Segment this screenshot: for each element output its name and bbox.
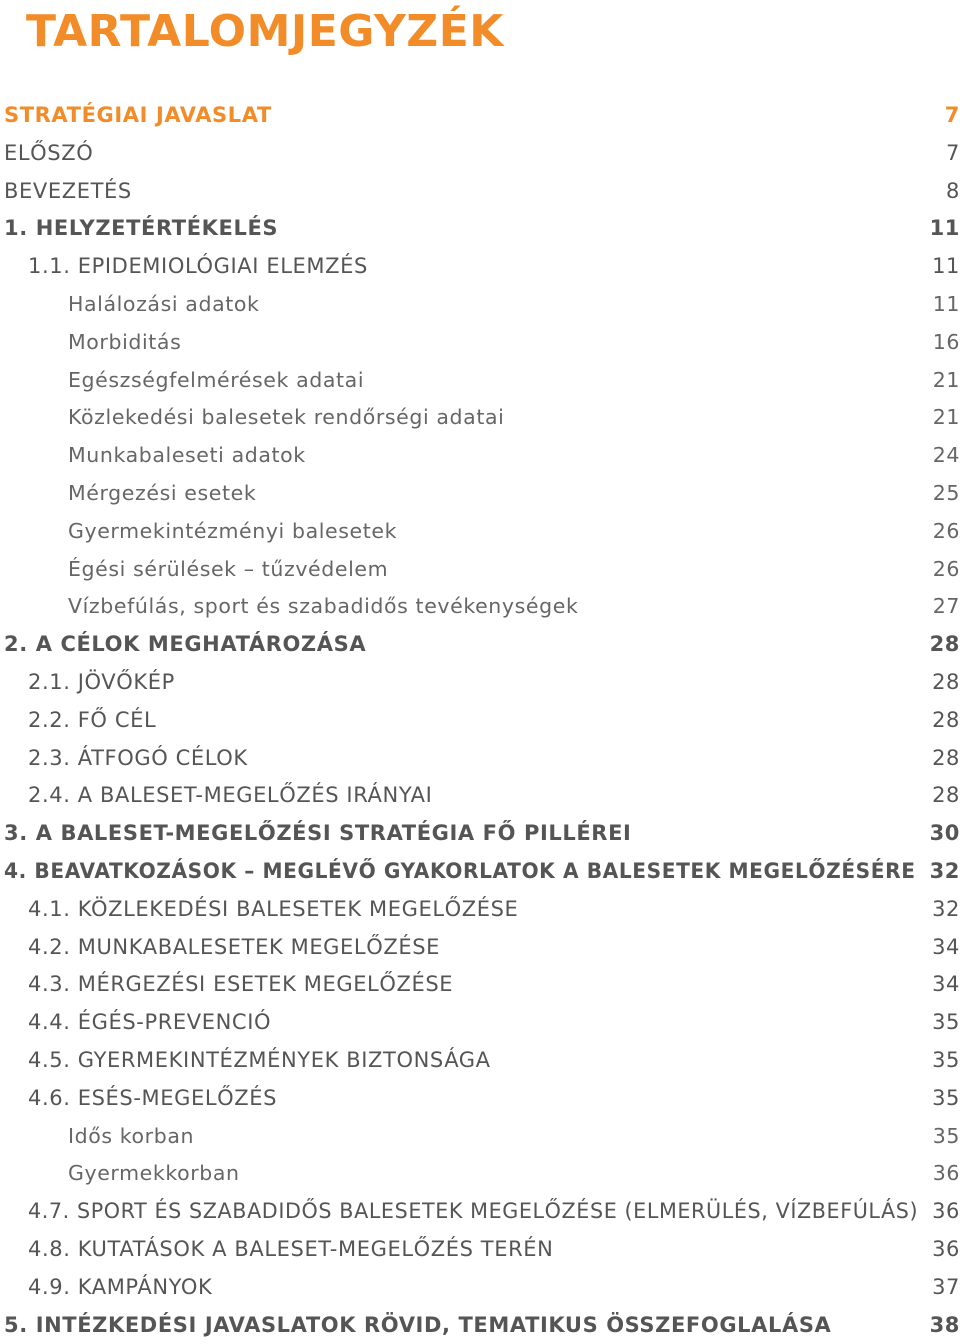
toc-entry (0, 286, 960, 324)
toc-entry-page-number: 36 (932, 1193, 960, 1231)
toc-entry-page-number: 35 (932, 1042, 960, 1080)
toc-entry-label: Mérgezési esetek (68, 475, 256, 513)
toc-entry (0, 702, 960, 740)
toc-entry-label: 3. A BALESET-MEGELŐZÉSI STRATÉGIA FŐ PILLÉREI (4, 815, 631, 853)
toc-entry-page-number: 28 (932, 702, 960, 740)
toc-entry (0, 966, 960, 1004)
toc-entry-label: 2.4. A BALESET-MEGELŐZÉS IRÁNYAI (28, 777, 432, 815)
toc-entry-label: Halálozási adatok (68, 286, 259, 324)
toc-entry-label: 4.3. MÉRGEZÉSI ESETEK MEGELŐZÉSE (28, 966, 453, 1004)
toc-entry-page-number: 28 (930, 626, 960, 664)
toc-entry (0, 551, 960, 589)
toc-entry-page-number: 35 (932, 1004, 960, 1042)
toc-entry-page-number: 36 (932, 1231, 960, 1269)
toc-entry-page-number: 16 (933, 324, 960, 362)
toc-entry (0, 626, 960, 664)
toc-entry-label: Vízbefúlás, sport és szabadidős tevékenységek (68, 588, 578, 626)
toc-entry-page-number: 24 (933, 437, 960, 475)
toc-entry (0, 399, 960, 437)
toc-entry-page-number: 7 (946, 135, 960, 173)
toc-entry-page-number: 32 (930, 853, 960, 891)
toc-entry-page-number: 21 (933, 362, 960, 400)
toc-entry (0, 929, 960, 967)
toc-entry-page-number: 35 (932, 1080, 960, 1118)
toc-entry-label: 1.1. EPIDEMIOLÓGIAI ELEMZÉS (28, 248, 368, 286)
toc-entry-label: Égési sérülések – tűzvédelem (68, 551, 388, 589)
toc-entry-page-number: 28 (932, 664, 960, 702)
toc-entry-page-number: 28 (932, 777, 960, 815)
toc-entry-label: 4. BEAVATKOZÁSOK – MEGLÉVŐ GYAKORLATOK A BALESETEK MEGELŐZÉSÉRE (4, 853, 916, 891)
toc-entry-label: 2.1. JÖVŐKÉP (28, 664, 175, 702)
toc-entry-page-number: 11 (930, 210, 960, 248)
toc-entry-page-number: 7 (945, 97, 960, 135)
toc-entry (0, 853, 960, 891)
toc-entry-page-number: 8 (946, 173, 960, 211)
toc-entry (0, 362, 960, 400)
toc-entry-label: 4.1. KÖZLEKEDÉSI BALESETEK MEGELŐZÉSE (28, 891, 518, 929)
toc-entry (0, 324, 960, 362)
toc-entry-label: Gyermekkorban (68, 1155, 240, 1193)
toc-entry (0, 173, 960, 211)
toc-entry-page-number: 30 (930, 815, 960, 853)
toc-entry-page-number: 35 (933, 1118, 960, 1156)
toc-entry-page-number: 38 (930, 1307, 960, 1344)
toc-entry-page-number: 26 (933, 513, 960, 551)
toc-entry-label: 4.2. MUNKABALESETEK MEGELŐZÉSE (28, 929, 440, 967)
toc-entry-page-number: 37 (932, 1269, 960, 1307)
toc-entry-page-number: 32 (932, 891, 960, 929)
toc-entry (0, 513, 960, 551)
toc-entry (0, 97, 960, 135)
toc-entry-label: Egészségfelmérések adatai (68, 362, 364, 400)
toc-entry-label: 5. INTÉZKEDÉSI JAVASLATOK RÖVID, TEMATIKUS ÖSSZEFOGLALÁSA (4, 1307, 831, 1344)
toc-entry (0, 475, 960, 513)
toc-entry (0, 891, 960, 929)
toc-entry (0, 210, 960, 248)
toc-entry-page-number: 25 (933, 475, 960, 513)
toc-entry-label: STRATÉGIAI JAVASLAT (4, 97, 272, 135)
toc-entry-page-number: 26 (933, 551, 960, 589)
toc-entry-label: BEVEZETÉS (4, 173, 132, 211)
toc-entry (0, 135, 960, 173)
toc-entry-label: Közlekedési balesetek rendőrségi adatai (68, 399, 504, 437)
toc-entry-label: 4.7. SPORT ÉS SZABADIDŐS BALESETEK MEGELŐZÉSE (ELMERÜLÉS, VÍZBEFÚLÁS) (28, 1193, 918, 1231)
toc-entry-page-number: 36 (933, 1155, 960, 1193)
toc-entry (0, 1155, 960, 1193)
toc-entry-page-number: 34 (932, 966, 960, 1004)
toc-entry (0, 815, 960, 853)
toc-entry-label: 4.8. KUTATÁSOK A BALESET-MEGELŐZÉS TERÉN (28, 1231, 553, 1269)
page-title: TARTALOMJEGYZÉK (26, 4, 504, 60)
toc-entry-label: 4.9. KAMPÁNYOK (28, 1269, 212, 1307)
toc-entry (0, 1004, 960, 1042)
toc-entry-label: 1. HELYZETÉRTÉKELÉS (4, 210, 278, 248)
toc-entry-page-number: 21 (933, 399, 960, 437)
toc-entry (0, 1231, 960, 1269)
toc-entry-label: 2. A CÉLOK MEGHATÁROZÁSA (4, 626, 366, 664)
toc-entry-page-number: 28 (932, 740, 960, 778)
toc-entry-label: 4.4. ÉGÉS-PREVENCIÓ (28, 1004, 271, 1042)
toc-entry-label: 2.3. ÁTFOGÓ CÉLOK (28, 740, 248, 778)
toc-entry-label: 4.5. GYERMEKINTÉZMÉNYEK BIZTONSÁGA (28, 1042, 491, 1080)
toc-entry-label: 2.2. FŐ CÉL (28, 702, 156, 740)
toc-entry (0, 248, 960, 286)
toc-entry (0, 664, 960, 702)
toc-entry-label: Morbiditás (68, 324, 181, 362)
toc-entry (0, 1307, 960, 1344)
toc-entry (0, 740, 960, 778)
toc-entry (0, 1193, 960, 1231)
toc-entry-label: 4.6. ESÉS-MEGELŐZÉS (28, 1080, 277, 1118)
toc-entry-page-number: 11 (932, 248, 960, 286)
toc-entry-label: Gyermekintézményi balesetek (68, 513, 397, 551)
toc-entry-page-number: 34 (932, 929, 960, 967)
toc-entry-label: Munkabaleseti adatok (68, 437, 306, 475)
toc-entry-label: Idős korban (68, 1118, 194, 1156)
table-of-contents (0, 97, 960, 1344)
toc-entry-page-number: 27 (933, 588, 960, 626)
toc-entry-page-number: 11 (933, 286, 960, 324)
toc-entry (0, 1042, 960, 1080)
toc-entry (0, 1080, 960, 1118)
toc-entry (0, 1118, 960, 1156)
toc-entry (0, 437, 960, 475)
toc-entry (0, 777, 960, 815)
toc-entry (0, 1269, 960, 1307)
toc-entry (0, 588, 960, 626)
toc-entry-label: ELŐSZÓ (4, 135, 93, 173)
